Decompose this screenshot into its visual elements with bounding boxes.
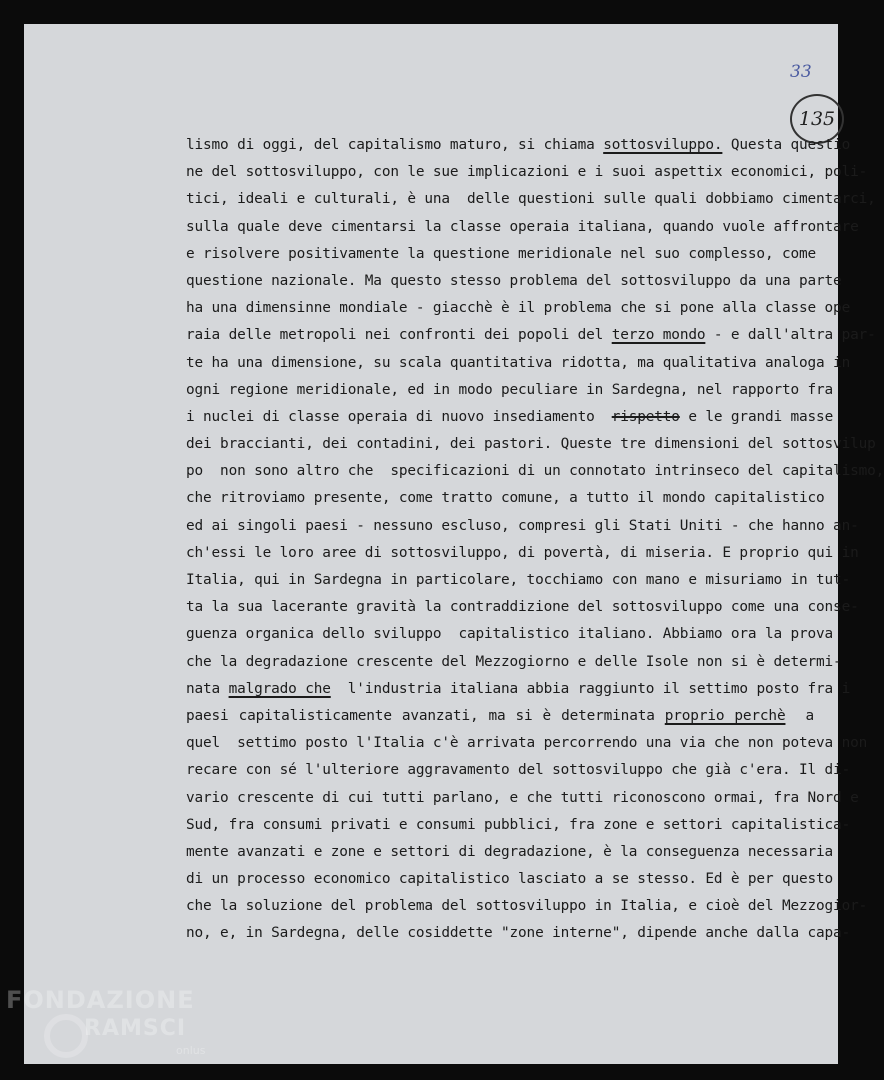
watermark-logo [6, 986, 221, 1076]
watermark-g-icon [44, 1014, 88, 1058]
text-line [186, 513, 859, 540]
text-segment: tici, ideali e culturali, è una delle questioni sulle quali dobbiamo cimentarci, [186, 191, 876, 208]
text-line [186, 295, 851, 322]
text-line [186, 350, 851, 377]
text-line [186, 676, 851, 703]
text-line [186, 621, 834, 648]
text-line [186, 757, 851, 784]
text-line [186, 703, 814, 730]
text-line [186, 132, 851, 159]
text-segment: che la soluzione del problema del sottosviluppo in Italia, e cioè del Mezzogior- [186, 898, 868, 915]
text-line [186, 785, 859, 812]
text-line [186, 866, 834, 893]
text-segment: i nuclei di classe operaia di nuovo insediamento [186, 408, 612, 425]
text-line [186, 268, 842, 295]
text-segment: che ritroviamo presente, come tratto comune, a tutto il mondo capitalistico [186, 490, 825, 507]
underlined-phrase: proprio perchè [664, 707, 786, 724]
text-segment: l'industria italiana abbia raggiunto il settimo posto fra i [330, 680, 851, 697]
text-line [186, 214, 859, 241]
underlined-phrase: sottosviluppo. [603, 137, 723, 153]
struck-out-word: rispetto [611, 408, 680, 425]
text-segment: e risolvere positivamente la questione meridionale nel suo complesso, come [186, 245, 817, 262]
text-line [186, 377, 834, 404]
text-line [186, 920, 851, 947]
watermark-line3: onlus [176, 1044, 206, 1057]
text-line [186, 649, 842, 676]
text-line [186, 567, 851, 594]
underlined-phrase: malgrado che [228, 680, 331, 697]
text-line [186, 540, 859, 567]
typewritten-body [186, 132, 884, 948]
text-segment: e le grandi masse [679, 408, 834, 425]
text-segment: ta la sua lacerante gravità la contraddizione del sottosviluppo come una conse- [186, 599, 859, 616]
text-segment: sulla quale deve cimentarsi la classe operaia italiana, quando vuole affrontare [186, 218, 859, 235]
watermark-line2: RAMSCI [84, 1016, 187, 1041]
text-line [186, 159, 868, 186]
text-segment: Questa questio [722, 137, 851, 153]
text-segment: - e dall'altra par- [705, 327, 876, 344]
text-segment: quel settimo posto l'Italia c'è arrivata percorrendo una via che non poteva non [186, 735, 868, 752]
text-segment: di un processo economico capitalistico lasciato a se stesso. Ed è per questo [186, 871, 834, 888]
page-number-handwritten: 33 [790, 62, 812, 82]
text-line [186, 322, 876, 349]
text-segment: paesi capitalisticamente avanzati, ma si è determinata [186, 707, 665, 724]
text-line [186, 839, 834, 866]
text-line [186, 893, 868, 920]
text-line [186, 812, 851, 839]
text-segment: vario crescente di cui tutti parlano, e che tutti riconoscono ormai, fra Nord e [186, 789, 859, 806]
text-line [186, 730, 868, 757]
text-segment: questione nazionale. Ma questo stesso problema del sottosviluppo da una parte [186, 272, 842, 289]
text-line [186, 186, 876, 213]
text-line [186, 485, 825, 512]
text-segment: ch'essi le loro aree di sottosviluppo, di povertà, di miseria. E proprio qui in [186, 544, 859, 561]
watermark-line1: FONDAZIONE [6, 986, 195, 1014]
text-segment: te ha una dimensione, su scala quantitativa ridotta, ma qualitativa analoga in [186, 354, 851, 371]
text-segment: dei braccianti, dei contadini, dei pastori. Queste tre dimensioni del sottosvilup [186, 436, 876, 453]
text-line [186, 404, 834, 431]
text-segment: recare con sé l'ulteriore aggravamento del sottosviluppo che già c'era. Il di- [186, 762, 851, 779]
text-segment: che la degradazione crescente del Mezzogiorno e delle Isole non si è determi- [186, 653, 842, 670]
text-segment: Italia, qui in Sardegna in particolare, tocchiamo con mano e misuriamo in tut- [186, 572, 851, 588]
text-segment: lismo di oggi, del capitalismo maturo, si chiama [186, 137, 604, 153]
text-segment: raia delle metropoli nei confronti dei popoli del [186, 327, 612, 344]
text-segment: ha una dimensinne mondiale - giacchè è il problema che si pone alla classe ope [186, 300, 851, 317]
text-segment: ogni regione meridionale, ed in modo peculiare in Sardegna, nel rapporto fra [186, 381, 834, 398]
text-segment: ed ai singoli paesi - nessuno escluso, compresi gli Stati Uniti - che hanno an- [186, 517, 859, 534]
page-number-circled-text: 135 [798, 108, 836, 130]
underlined-phrase: terzo mondo [611, 327, 706, 344]
text-line [186, 458, 884, 485]
text-segment: guenza organica dello sviluppo capitalistico italiano. Abbiamo ora la prova [186, 626, 834, 643]
text-line [186, 431, 876, 458]
text-segment: Sud, fra consumi privati e consumi pubblici, fra zone e settori capitalistica- [186, 816, 851, 833]
text-segment: po non sono altro che specificazioni di un connotato intrinseco del capitalismo, [186, 463, 884, 480]
text-line [186, 594, 859, 621]
text-segment: a [785, 707, 815, 724]
text-segment: no, e, in Sardegna, delle cosiddette "zone interne", dipende anche dalla capa- [186, 925, 851, 942]
text-segment: nata [186, 680, 229, 697]
text-line [186, 241, 817, 268]
text-segment: mente avanzati e zone e settori di degradazione, è la conseguenza necessaria [186, 843, 834, 860]
text-segment: ne del sottosviluppo, con le sue implicazioni e i suoi aspettix economici, poli- [186, 164, 868, 181]
